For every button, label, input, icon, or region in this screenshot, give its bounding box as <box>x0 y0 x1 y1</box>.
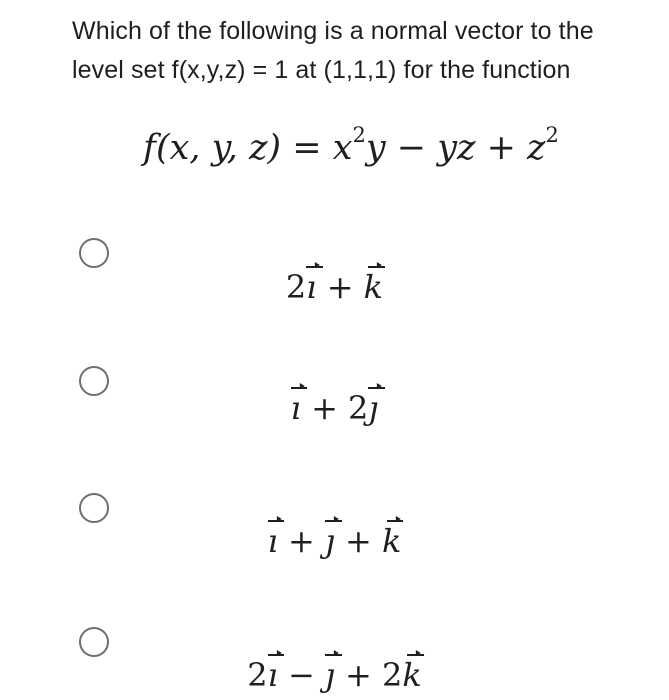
option-2-text <box>0 385 669 431</box>
option-1-text <box>0 264 669 310</box>
question-text: Which of the following is a normal vector to the level set f(x,y,z) = 1 at (1,1,1) for the function <box>72 17 594 84</box>
formula-term3-base: z <box>527 128 546 168</box>
option-1-coef1: 2 <box>285 268 307 306</box>
option-2-vector-i: ı <box>291 385 301 431</box>
option-1-op1: + <box>326 268 354 306</box>
formula-op1: − <box>396 128 427 168</box>
option-2-vector-j: ȷ <box>368 385 378 431</box>
option-4-op2: + <box>345 656 372 694</box>
option-3-op1: + <box>287 522 315 560</box>
option-3-vector-j: ȷ <box>325 518 335 564</box>
formula-op2: + <box>486 128 516 168</box>
formula-equals: = <box>292 128 322 168</box>
formula-term3-exponent: 2 <box>545 123 559 148</box>
option-3-vector-k: k <box>382 518 401 564</box>
formula-term2: yz <box>437 128 476 168</box>
function-formula <box>143 124 559 172</box>
option-4-op1: − <box>287 656 315 694</box>
formula-term1-exponent: 2 <box>352 123 366 148</box>
option-4-vector-k: k <box>402 652 421 698</box>
formula-term1-rest: y <box>365 128 386 168</box>
option-4-coef1: 2 <box>247 656 268 694</box>
option-3-vector-i: ı <box>268 518 278 564</box>
option-2-coef2: 2 <box>348 389 369 427</box>
option-3-text <box>0 518 669 564</box>
option-4-vector-i: ı <box>268 652 278 698</box>
formula-lhs: f(x, y, z) <box>143 128 282 168</box>
option-4-coef3: 2 <box>382 656 403 694</box>
option-2-op1: + <box>311 389 338 427</box>
option-1-vector-i: ı <box>306 264 316 310</box>
option-1-vector-k: k <box>364 264 383 310</box>
option-4-vector-j: ȷ <box>325 652 335 698</box>
formula-term1-base: x <box>332 128 353 168</box>
option-4-text <box>0 652 669 698</box>
option-3-op2: + <box>345 522 372 560</box>
